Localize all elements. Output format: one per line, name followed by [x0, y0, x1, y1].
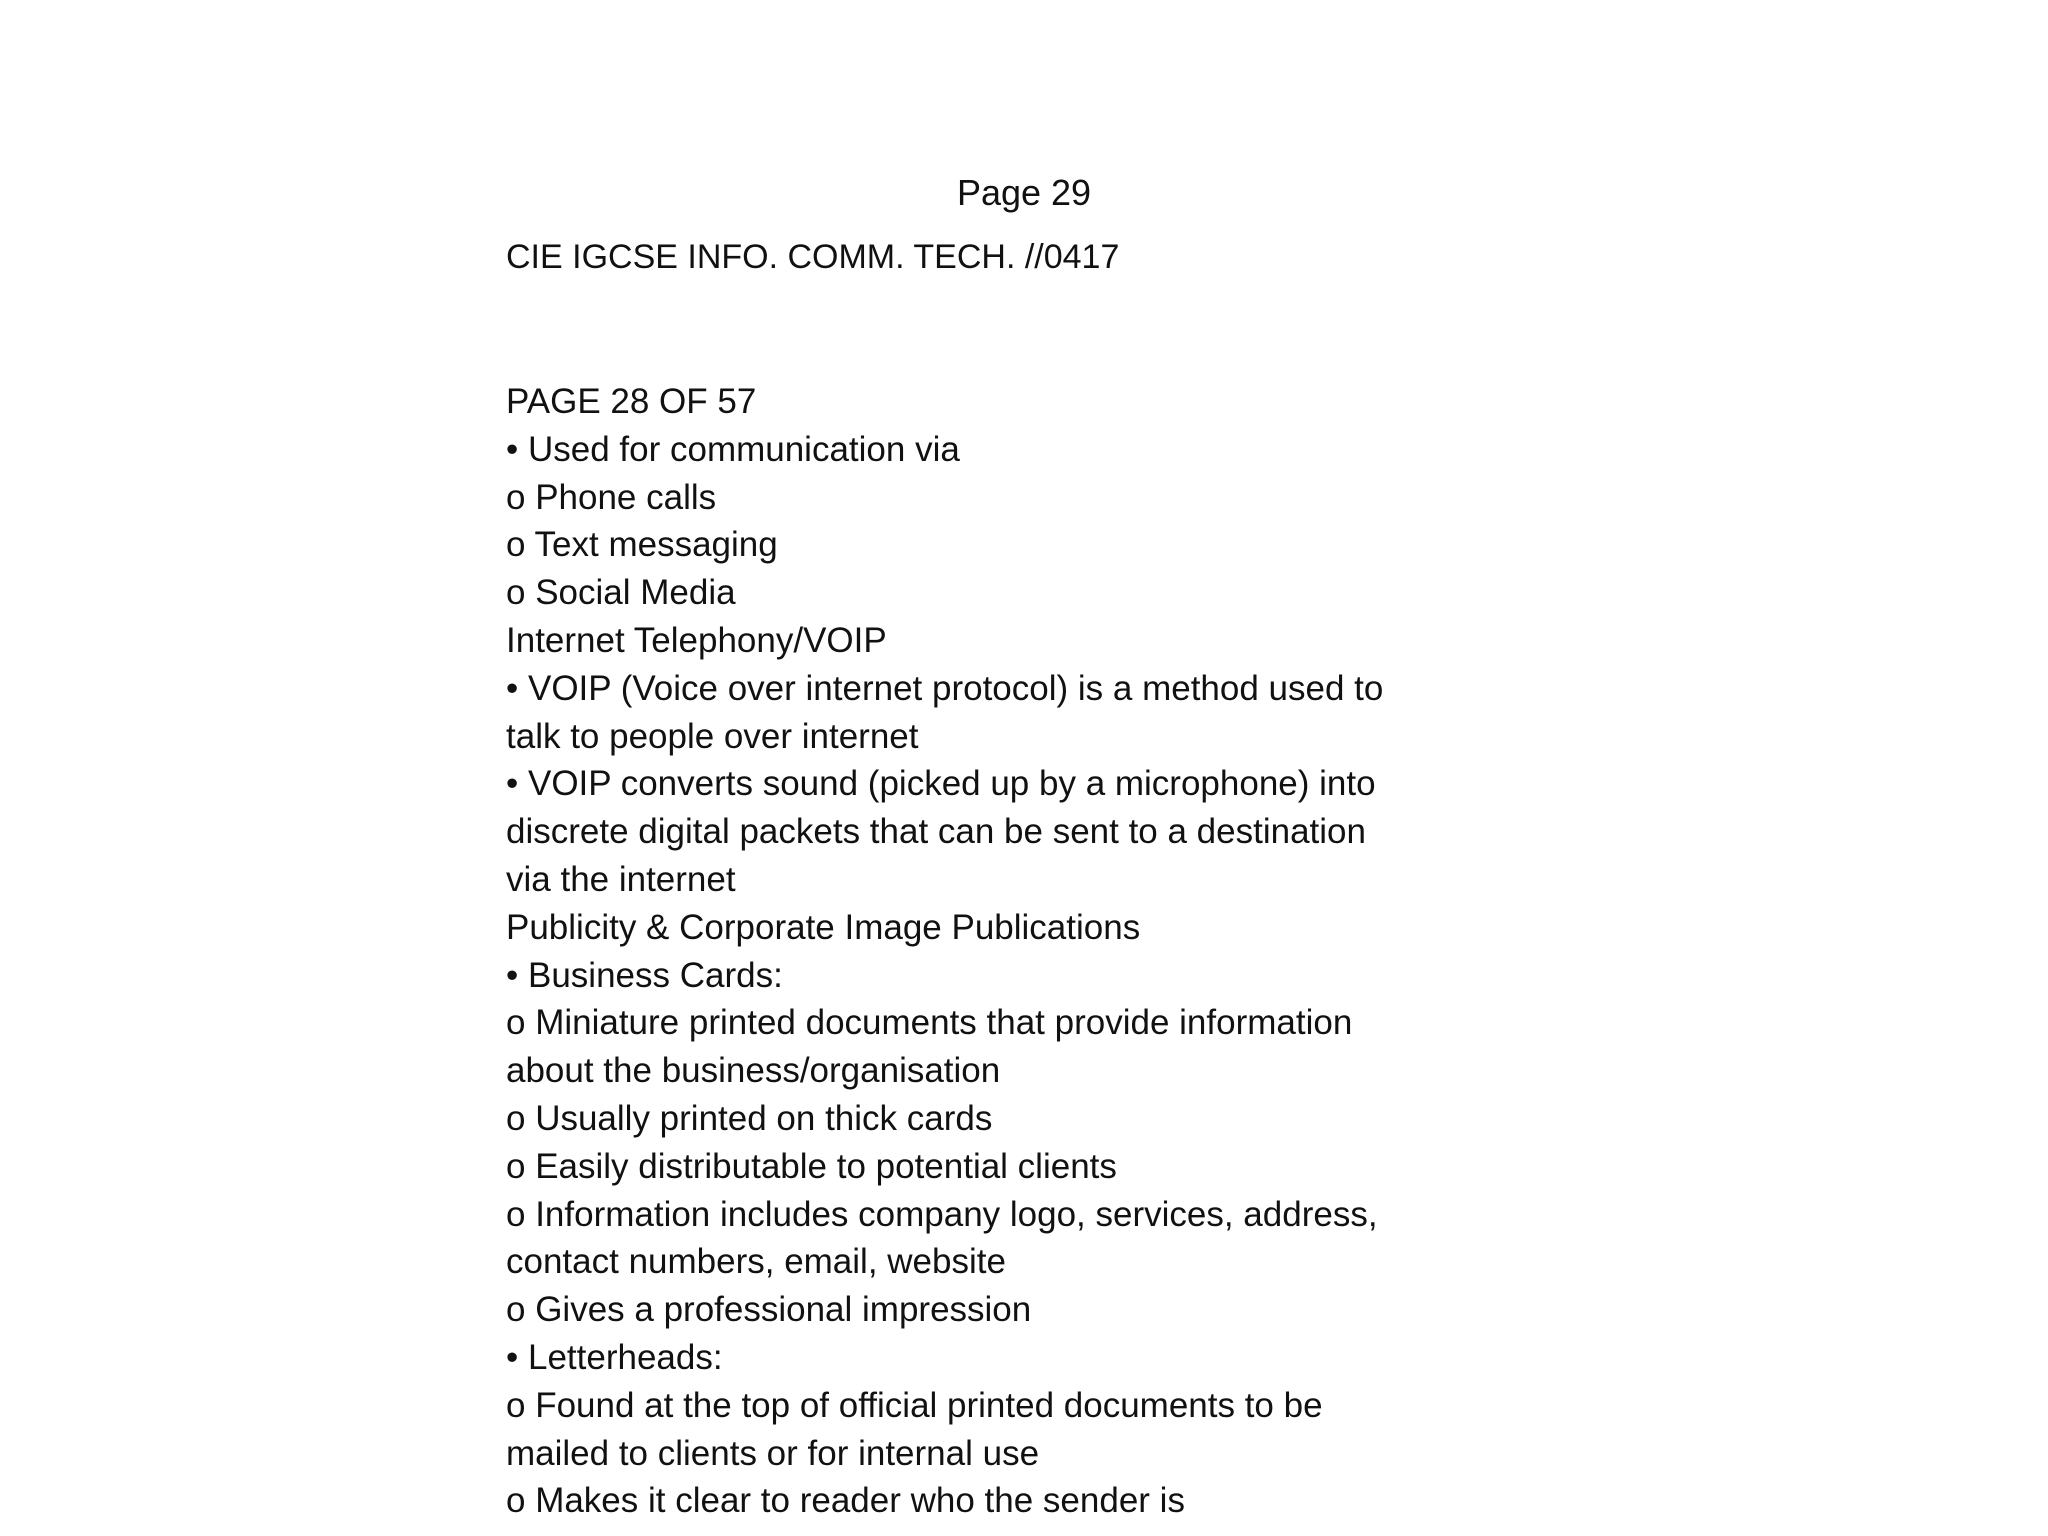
list-item: o Information includes company logo, services, address,	[506, 1194, 1378, 1234]
document-header: CIE IGCSE INFO. COMM. TECH. //0417	[506, 238, 1120, 276]
section-heading: Internet Telephony/VOIP	[506, 620, 887, 660]
list-item: • Used for communication via	[506, 429, 960, 469]
list-item: o Easily distributable to potential clients	[506, 1146, 1117, 1186]
list-item: discrete digital packets that can be sent to a destination	[506, 812, 1366, 852]
list-item: o Text messaging	[506, 525, 778, 565]
list-item: • Business Cards:	[506, 955, 783, 995]
list-item: o Miniature printed documents that provide information	[506, 1003, 1353, 1043]
list-item: talk to people over internet	[506, 716, 919, 756]
list-item: • VOIP (Voice over internet protocol) is a method used to	[506, 668, 1384, 708]
list-item: contact numbers, email, website	[506, 1242, 1006, 1282]
list-item: o Social Media	[506, 573, 736, 613]
list-item: • Letterheads:	[506, 1337, 723, 1377]
list-item: about the business/organisation	[506, 1051, 1001, 1091]
list-item: o Usually printed on thick cards	[506, 1098, 993, 1138]
list-item: o Gives a professional impression	[506, 1290, 1032, 1330]
section-heading: Publicity & Corporate Image Publications	[506, 907, 1141, 947]
list-item: mailed to clients or for internal use	[506, 1433, 1040, 1473]
list-item: o Phone calls	[506, 477, 717, 517]
list-item: via the internet	[506, 859, 736, 899]
document-body	[506, 378, 1466, 1525]
list-item: o Found at the top of official printed documents to be	[506, 1385, 1323, 1425]
page-counter: PAGE 28 OF 57	[506, 382, 757, 421]
page-number: Page 29	[956, 172, 1092, 213]
list-item: • VOIP converts sound (picked up by a microphone) into	[506, 764, 1376, 804]
list-item: o Makes it clear to reader who the sender is	[506, 1481, 1185, 1521]
